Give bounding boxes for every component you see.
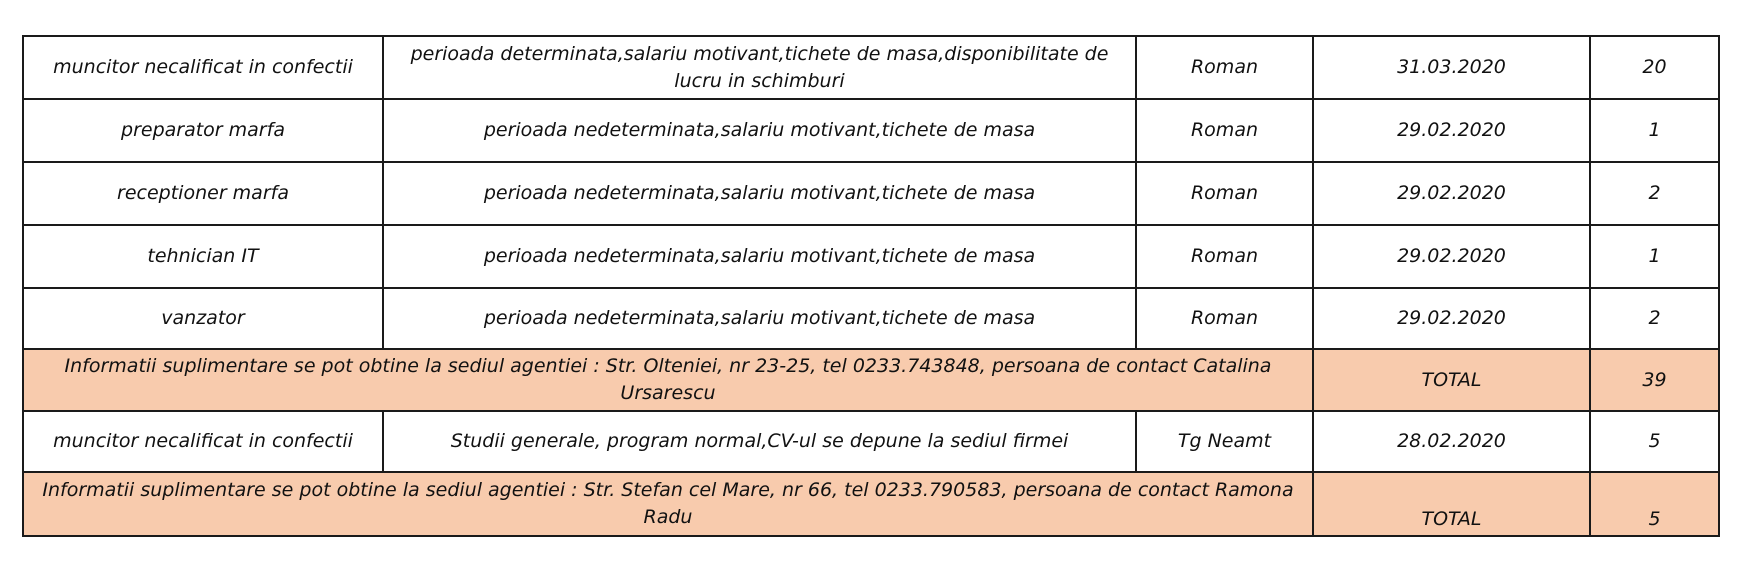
job-count-cell: 5 (1590, 411, 1719, 472)
total-value-cell: 5 (1590, 472, 1719, 536)
job-conditions-cell: perioada nedeterminata,salariu motivant,tichete de masa (383, 225, 1136, 288)
job-conditions-cell: perioada nedeterminata,salariu motivant,tichete de masa (383, 288, 1136, 349)
job-title-cell: receptioner marfa (23, 162, 383, 225)
table-row (23, 162, 1719, 225)
job-title-cell: tehnician IT (23, 225, 383, 288)
table-row (23, 288, 1719, 349)
job-date-cell: 31.03.2020 (1313, 36, 1590, 99)
total-label-cell: TOTAL (1313, 349, 1590, 411)
info-row (23, 349, 1719, 411)
job-count-cell: 2 (1590, 288, 1719, 349)
job-title-cell: muncitor necalificat in confectii (23, 36, 383, 99)
table-row (23, 411, 1719, 472)
job-count-cell: 1 (1590, 225, 1719, 288)
job-location-cell: Roman (1136, 36, 1313, 99)
job-date-cell: 29.02.2020 (1313, 225, 1590, 288)
job-date-cell: 29.02.2020 (1313, 162, 1590, 225)
job-count-cell: 1 (1590, 99, 1719, 162)
total-value-cell: 39 (1590, 349, 1719, 411)
job-location-cell: Tg Neamt (1136, 411, 1313, 472)
job-conditions-cell: Studii generale, program normal,CV-ul se depune la sediul firmei (383, 411, 1136, 472)
table-row (23, 99, 1719, 162)
job-title-cell: muncitor necalificat in confectii (23, 411, 383, 472)
job-date-cell: 29.02.2020 (1313, 99, 1590, 162)
job-location-cell: Roman (1136, 99, 1313, 162)
job-conditions-cell: perioada nedeterminata,salariu motivant,tichete de masa (383, 99, 1136, 162)
job-count-cell: 20 (1590, 36, 1719, 99)
job-title-cell: vanzator (23, 288, 383, 349)
job-count-cell: 2 (1590, 162, 1719, 225)
job-location-cell: Roman (1136, 288, 1313, 349)
info-row (23, 472, 1719, 536)
table-row (23, 36, 1719, 99)
job-location-cell: Roman (1136, 225, 1313, 288)
job-date-cell: 28.02.2020 (1313, 411, 1590, 472)
job-date-cell: 29.02.2020 (1313, 288, 1590, 349)
total-label-cell: TOTAL (1313, 472, 1590, 536)
job-location-cell: Roman (1136, 162, 1313, 225)
job-conditions-cell: perioada determinata,salariu motivant,tichete de masa,disponibilitate de lucru in schimburi (383, 36, 1136, 99)
job-vacancies-table (22, 35, 1720, 537)
agency-info-cell: Informatii suplimentare se pot obtine la sediul agentiei : Str. Stefan cel Mare, nr 66, tel 0233.790583, persoana de contact Ramona Radu (23, 472, 1313, 536)
job-conditions-cell: perioada nedeterminata,salariu motivant,tichete de masa (383, 162, 1136, 225)
table-row (23, 225, 1719, 288)
job-title-cell: preparator marfa (23, 99, 383, 162)
agency-info-cell: Informatii suplimentare se pot obtine la sediul agentiei : Str. Olteniei, nr 23-25, tel 0233.743848, persoana de contact Catalina Ursarescu (23, 349, 1313, 411)
